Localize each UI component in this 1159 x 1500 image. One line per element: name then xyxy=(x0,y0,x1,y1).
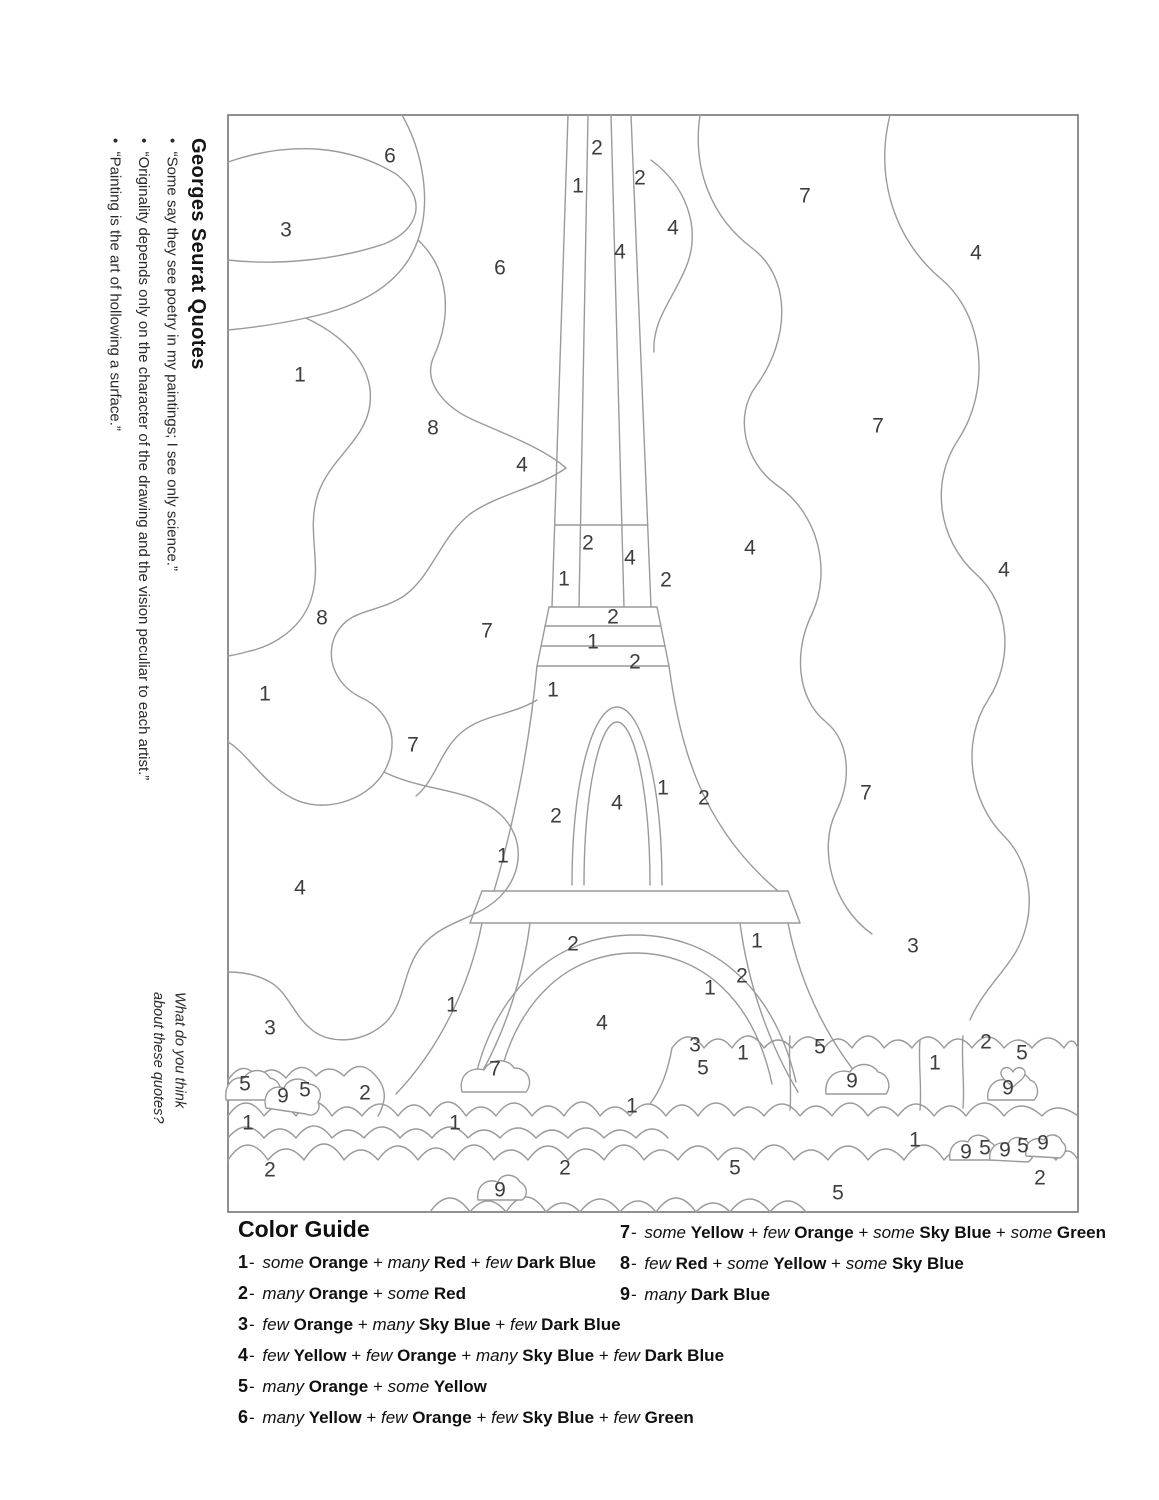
guide-entry-number: 3 xyxy=(238,1314,249,1334)
guide-entry-dash: - xyxy=(249,1253,260,1272)
region-number: 5 xyxy=(239,1072,251,1096)
region-number: 6 xyxy=(384,144,396,168)
region-number: 9 xyxy=(1037,1131,1049,1155)
guide-entry-color: Orange xyxy=(308,1377,369,1396)
region-number: 2 xyxy=(582,531,594,555)
guide-entry-color: Dark Blue xyxy=(644,1346,725,1365)
region-number: 2 xyxy=(264,1158,276,1182)
guide-entry-quantity: few xyxy=(613,1408,645,1427)
guide-entry-quantity: some xyxy=(1010,1223,1057,1242)
guide-entry-quantity: few xyxy=(365,1346,398,1365)
region-number: 5 xyxy=(979,1136,991,1160)
guide-entry-quantity: few xyxy=(763,1223,795,1242)
tower-edge-outer-left xyxy=(552,115,568,607)
region-number: 8 xyxy=(427,416,439,440)
region-number: 1 xyxy=(242,1111,254,1135)
leg-left-outer xyxy=(396,923,482,1094)
page-title: Georges Seurat Quotes xyxy=(187,138,209,370)
region-number: 1 xyxy=(547,678,559,702)
region-number: 7 xyxy=(872,414,884,438)
guide-entry-dash: - xyxy=(249,1377,260,1396)
region-number: 1 xyxy=(497,844,509,868)
guide-entry-quantity: some xyxy=(845,1254,892,1273)
region-number: 4 xyxy=(744,536,756,560)
color-guide xyxy=(238,1216,1107,1438)
region-number: 1 xyxy=(657,776,669,800)
platform2-side xyxy=(470,891,482,923)
guide-entry-dash: - xyxy=(249,1284,260,1303)
region-number: 2 xyxy=(660,568,672,592)
bush-band-right-edge xyxy=(650,1048,672,1104)
region-number: 5 xyxy=(697,1056,709,1080)
guide-entry-color: Orange xyxy=(412,1408,472,1427)
guide-entry-quantity: many xyxy=(262,1408,309,1427)
platform1-side xyxy=(657,607,669,666)
guide-entry-color: Yellow xyxy=(773,1254,827,1273)
sky-background-curves xyxy=(228,115,1029,1040)
guide-entry-color: Sky Blue xyxy=(919,1223,992,1242)
guide-entry-quantity: many xyxy=(644,1285,691,1304)
picture-border xyxy=(228,115,1078,1212)
quote-item: • “Some say they see poetry in my paintings; I see only science.” xyxy=(157,138,186,780)
guide-entry-plus: + xyxy=(594,1346,614,1365)
quote-list xyxy=(100,138,186,780)
guide-entry-number: 5 xyxy=(238,1376,249,1396)
region-number: 9 xyxy=(999,1138,1011,1162)
region-number: 7 xyxy=(860,781,872,805)
region-number: 2 xyxy=(634,166,646,190)
guide-entry-plus: + xyxy=(368,1377,388,1396)
region-numbers-layer xyxy=(239,137,1049,1205)
guide-entry-color: Red xyxy=(433,1253,467,1272)
guide-entry-plus: + xyxy=(456,1346,476,1365)
region-number: 5 xyxy=(299,1078,311,1102)
guide-entry-color: Yellow xyxy=(308,1408,362,1427)
region-number: 3 xyxy=(907,934,919,958)
guide-entry-color: Dark Blue xyxy=(516,1253,596,1272)
region-number: 1 xyxy=(704,976,716,1000)
region-number: 1 xyxy=(751,929,763,953)
guide-entry-number: 1 xyxy=(238,1252,249,1272)
region-number: 2 xyxy=(698,786,710,810)
region-number: 7 xyxy=(799,184,811,208)
eiffel-tower xyxy=(396,115,874,1094)
region-number: 2 xyxy=(980,1030,992,1054)
guide-entry-plus: + xyxy=(853,1223,874,1242)
color-guide-entry xyxy=(238,1345,1070,1366)
sky-curve xyxy=(228,468,566,805)
region-number: 2 xyxy=(607,605,619,629)
region-number: 5 xyxy=(832,1181,844,1205)
region-number: 9 xyxy=(277,1084,289,1108)
guide-entry-quantity: few xyxy=(485,1253,517,1272)
guide-entry-color: Yellow xyxy=(293,1346,347,1365)
region-number: 1 xyxy=(909,1128,921,1152)
guide-entry-number: 4 xyxy=(238,1345,249,1365)
guide-entry-dash: - xyxy=(249,1315,260,1334)
color-guide-entry xyxy=(620,1284,1106,1305)
guide-entry-plus: + xyxy=(368,1253,388,1272)
color-guide-title: Color Guide xyxy=(238,1216,370,1242)
guide-entry-quantity: many xyxy=(262,1284,309,1303)
guide-entry-quantity: some xyxy=(262,1253,309,1272)
guide-entry-quantity: many xyxy=(387,1253,434,1272)
bush-wavy-mid xyxy=(228,1126,668,1138)
guide-entry-color: Green xyxy=(644,1408,694,1427)
region-number: 4 xyxy=(624,546,636,570)
guide-entry-quantity: few xyxy=(509,1315,542,1334)
region-number: 2 xyxy=(629,650,641,674)
guide-entry-quantity: many xyxy=(262,1377,309,1396)
region-number: 3 xyxy=(689,1033,701,1057)
guide-entry-dash: - xyxy=(249,1408,260,1427)
region-number: 5 xyxy=(1016,1041,1028,1065)
color-guide-entry xyxy=(238,1407,1070,1428)
guide-entry-quantity: few xyxy=(262,1346,294,1365)
region-number: 2 xyxy=(559,1156,571,1180)
guide-entry-color: Dark Blue xyxy=(541,1315,621,1334)
region-number: 2 xyxy=(736,964,748,988)
guide-entry-quantity: few xyxy=(613,1346,645,1365)
region-number: 1 xyxy=(587,630,599,654)
region-number: 4 xyxy=(614,240,626,264)
color-guide-right xyxy=(620,1222,1106,1315)
tower-edge-inner-right xyxy=(611,115,624,607)
guide-entry-quantity: many xyxy=(475,1346,523,1365)
sky-curve xyxy=(651,160,692,352)
guide-entry-plus: + xyxy=(471,1408,492,1427)
region-number: 9 xyxy=(494,1178,506,1202)
guide-entry-color: Orange xyxy=(308,1253,369,1272)
region-number: 3 xyxy=(264,1016,276,1040)
sky-curve xyxy=(228,772,518,1040)
region-number: 2 xyxy=(1034,1166,1046,1190)
region-number: 2 xyxy=(359,1081,371,1105)
guide-entry-color: Red xyxy=(675,1254,708,1273)
guide-entry-color: Sky Blue xyxy=(522,1346,595,1365)
color-guide-entry xyxy=(238,1314,1070,1335)
region-number: 4 xyxy=(516,453,528,477)
guide-entry-quantity: some xyxy=(387,1377,434,1396)
region-number: 9 xyxy=(846,1069,858,1093)
guide-entry-plus: + xyxy=(594,1408,614,1427)
guide-entry-quantity: some xyxy=(873,1223,920,1242)
guide-entry-plus: + xyxy=(743,1223,763,1242)
guide-entry-quantity: few xyxy=(262,1315,294,1334)
region-number: 1 xyxy=(446,993,458,1017)
question-text: What do you think about these quotes? xyxy=(149,992,188,1124)
guide-entry-dash: - xyxy=(249,1346,260,1365)
region-number: 1 xyxy=(572,174,584,198)
guide-entry-plus: + xyxy=(346,1346,366,1365)
guide-entry-plus: + xyxy=(353,1315,373,1334)
guide-entry-color: Green xyxy=(1056,1223,1107,1242)
guide-entry-quantity: few xyxy=(491,1408,523,1427)
guide-entry-plus: + xyxy=(826,1254,846,1273)
guide-entry-quantity: few xyxy=(644,1254,676,1273)
guide-entry-color: Orange xyxy=(308,1284,369,1303)
guide-entry-plus: + xyxy=(466,1253,486,1272)
guide-entry-dash: - xyxy=(631,1223,642,1242)
guide-entry-number: 8 xyxy=(620,1253,631,1273)
region-number: 5 xyxy=(814,1035,826,1059)
quote-item: • “Painting is the art of hollowing a surface.” xyxy=(100,138,129,780)
guide-entry-quantity: some xyxy=(387,1284,434,1303)
guide-entry-plus: + xyxy=(361,1408,381,1427)
guide-entry-number: 2 xyxy=(238,1283,249,1303)
color-guide-entry xyxy=(238,1376,1070,1397)
guide-entry-quantity: few xyxy=(381,1408,413,1427)
guide-entry-quantity: many xyxy=(372,1315,419,1334)
region-number: 1 xyxy=(558,567,570,591)
guide-entry-color: Orange xyxy=(293,1315,354,1334)
region-number: 9 xyxy=(1002,1076,1014,1100)
color-guide-entry xyxy=(620,1253,1106,1274)
platform2-side xyxy=(788,891,800,923)
region-number: 7 xyxy=(407,733,419,757)
guide-entry-color: Dark Blue xyxy=(690,1285,771,1304)
region-number: 6 xyxy=(494,256,506,280)
quote-item: • “Originality depends only on the character of the drawing and the vision peculiar to each artist.” xyxy=(129,138,158,780)
region-number: 1 xyxy=(259,682,271,706)
guide-entry-number: 7 xyxy=(620,1222,631,1242)
bush-band-1 xyxy=(228,1102,1078,1116)
guide-entry-color: Yellow xyxy=(433,1377,487,1396)
ground-bushes xyxy=(226,1033,1078,1212)
guide-entry-color: Sky Blue xyxy=(522,1408,595,1427)
region-number: 1 xyxy=(626,1094,638,1118)
region-number: 4 xyxy=(998,558,1010,582)
guide-entry-plus: + xyxy=(490,1315,510,1334)
base-arch-inner xyxy=(498,953,772,1084)
region-number: 4 xyxy=(596,1011,608,1035)
region-number: 2 xyxy=(567,932,579,956)
region-number: 3 xyxy=(280,218,292,242)
region-number: 4 xyxy=(611,791,623,815)
region-number: 7 xyxy=(489,1057,501,1081)
region-number: 1 xyxy=(737,1041,749,1065)
guide-entry-color: Sky Blue xyxy=(418,1315,491,1334)
region-number: 9 xyxy=(960,1140,972,1164)
guide-entry-plus: + xyxy=(707,1254,728,1273)
guide-entry-number: 9 xyxy=(620,1284,631,1304)
sky-curve xyxy=(418,240,566,468)
guide-entry-color: Orange xyxy=(794,1223,854,1242)
region-number: 7 xyxy=(481,619,493,643)
guide-entry-plus: + xyxy=(991,1223,1011,1242)
color-guide-entry xyxy=(620,1222,1106,1243)
guide-entry-color: Sky Blue xyxy=(891,1254,964,1273)
region-number: 4 xyxy=(970,241,982,265)
guide-entry-number: 6 xyxy=(238,1407,249,1427)
guide-entry-quantity: some xyxy=(644,1223,691,1242)
guide-entry-dash: - xyxy=(631,1254,642,1273)
region-number: 2 xyxy=(550,804,562,828)
guide-entry-color: Yellow xyxy=(690,1223,744,1242)
guide-entry-color: Red xyxy=(433,1284,467,1303)
region-number: 4 xyxy=(667,216,679,240)
tower-mid-right xyxy=(669,666,778,891)
region-number: 5 xyxy=(729,1156,741,1180)
region-number: 4 xyxy=(294,876,306,900)
sky-curve xyxy=(698,115,872,934)
region-number: 1 xyxy=(449,1111,461,1135)
bush-divider xyxy=(962,1036,963,1108)
bush-divider xyxy=(919,1040,920,1110)
sky-curve xyxy=(416,700,537,796)
guide-entry-dash: - xyxy=(631,1285,642,1304)
region-number: 2 xyxy=(591,136,603,160)
region-number: 5 xyxy=(1017,1134,1029,1158)
guide-entry-plus: + xyxy=(368,1284,388,1303)
region-number: 1 xyxy=(294,363,306,387)
guide-entry-quantity: some xyxy=(727,1254,774,1273)
region-number: 8 xyxy=(316,606,328,630)
platform1-side xyxy=(537,607,549,666)
region-number: 1 xyxy=(929,1051,941,1075)
guide-entry-color: Orange xyxy=(397,1346,457,1365)
